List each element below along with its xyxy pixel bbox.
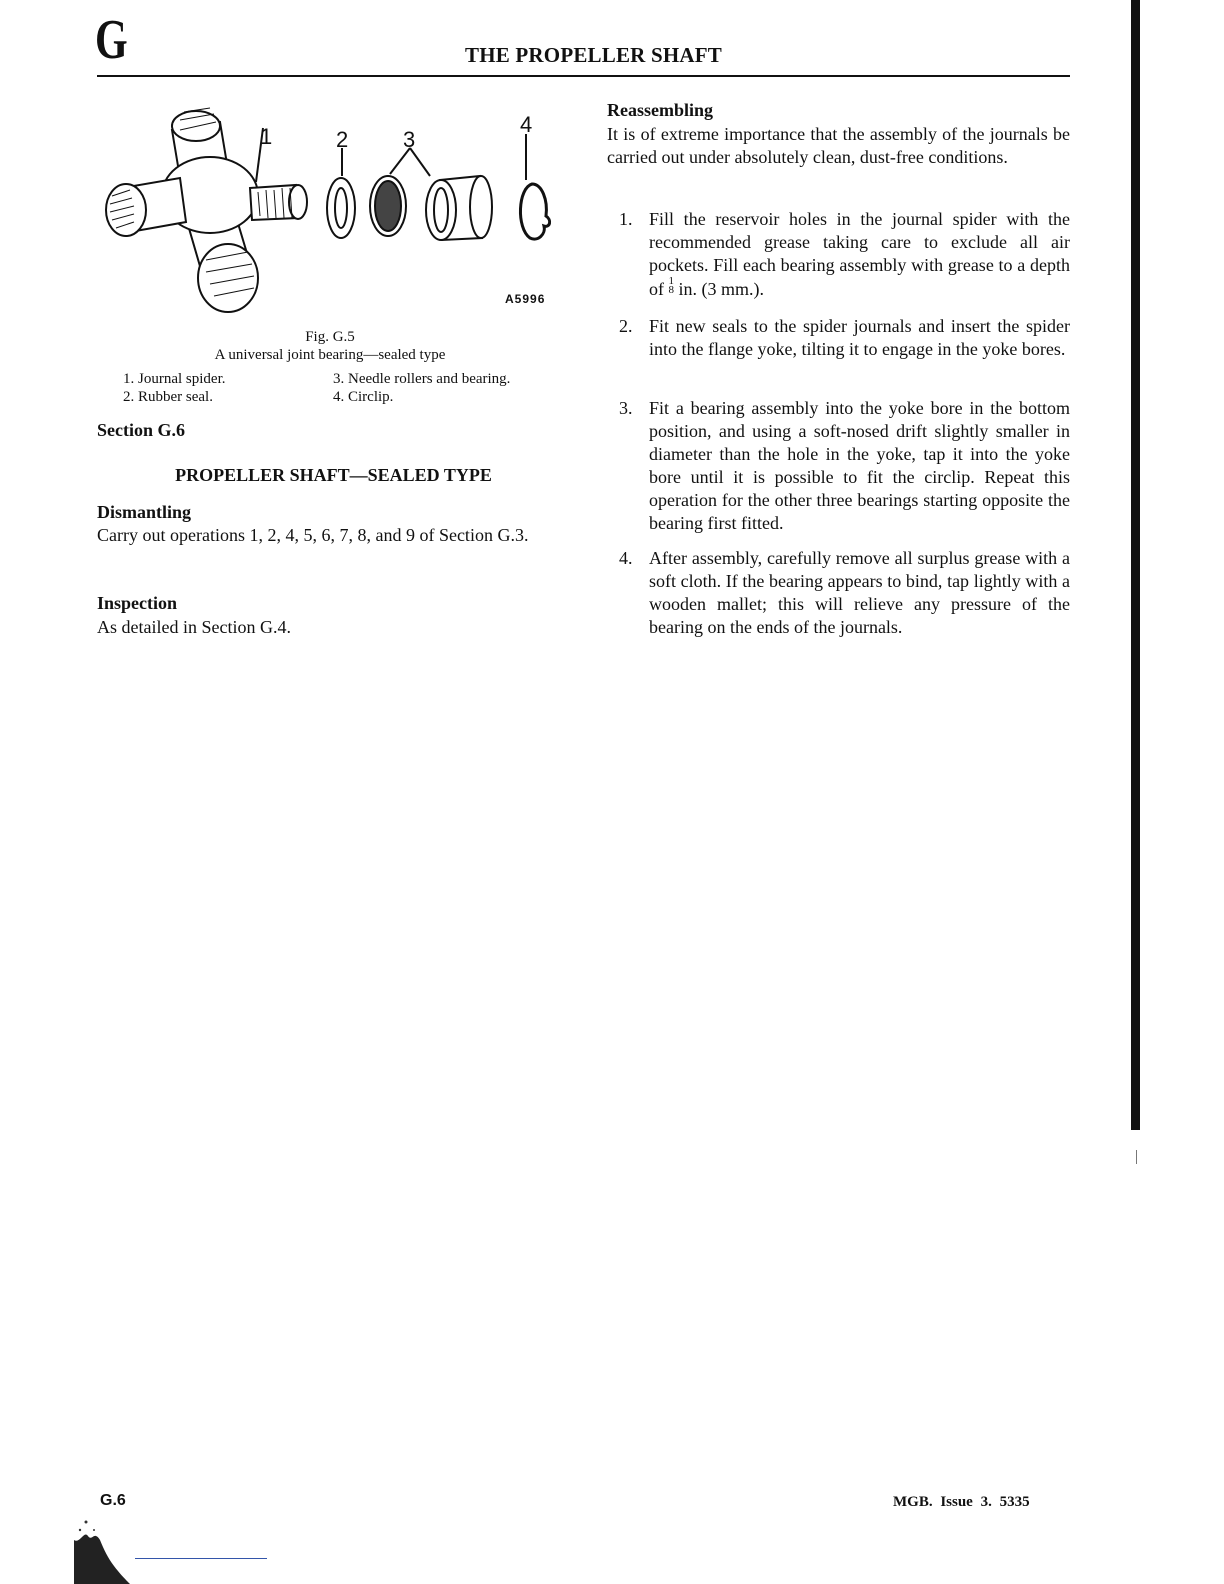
legend-item: 4. Circlip.: [333, 389, 394, 405]
fraction: 1 8: [668, 275, 674, 296]
step-item: [607, 315, 1070, 361]
step-number: 3.: [619, 398, 633, 418]
step-number: 4.: [619, 548, 633, 568]
step-text: Fill the reservoir holes in the journal spider with the recommended grease taking care to exclude all air pockets. Fill each bearing assembly with grease to a depth of 1 8 in. (3 mm.).: [649, 209, 1070, 299]
callout-1: 1: [260, 124, 273, 149]
legend-item: 2. Rubber seal.: [123, 389, 213, 405]
section-heading: PROPELLER SHAFT—SEALED TYPE: [175, 465, 492, 485]
figure-caption: [100, 328, 560, 364]
legend-item: 1. Journal spider.: [123, 371, 226, 387]
footer-issue: MGB. Issue 3. 5335: [893, 1494, 1030, 1510]
step-number: 2.: [619, 316, 633, 336]
dismantling-text: Carry out operations 1, 2, 4, 5, 6, 7, 8, and 9 of Section G.3.: [97, 525, 529, 545]
legend-item: 3. Needle rollers and bearing.: [333, 371, 511, 387]
scan-edge-shadow: [1131, 0, 1140, 1130]
step-item: [607, 547, 1070, 639]
figure-caption-label: Fig. G.5: [305, 329, 355, 345]
figure-ref-code: A5996: [505, 292, 546, 306]
section-ref: Section G.6: [97, 420, 185, 440]
inspection-heading: Inspection: [97, 593, 178, 613]
callout-4: 4: [520, 112, 533, 137]
universal-joint-illustration: [100, 100, 560, 325]
section-letter: G: [95, 9, 128, 71]
page-number: G.6: [100, 1492, 126, 1509]
inspection-text: As detailed in Section G.4.: [97, 617, 291, 637]
step-number: 1.: [619, 209, 633, 229]
step-item: [607, 397, 1070, 535]
reassembling-text: It is of extreme importance that the assembly of the journals be carried out under absolutely clean, dust-free conditions.: [607, 124, 1070, 167]
callout-3: 3: [403, 127, 416, 152]
page-title: THE PROPELLER SHAFT: [465, 43, 723, 67]
scan-mark-line: [135, 1558, 267, 1559]
callout-2: 2: [336, 127, 349, 152]
dismantling-heading: Dismantling: [97, 502, 192, 522]
step-text: After assembly, carefully remove all surplus grease with a soft cloth. If the bearing appears to bind, tap lightly with a wooden mallet; this will relieve any pressure of the bearing on the ends of the journals.: [649, 548, 1070, 637]
step-text: Fit a bearing assembly into the yoke bore in the bottom position, and using a soft-nosed drift slightly smaller in diameter than the hole in the yoke, tap it into the yoke bore until it is possible to fit the circlip. Repeat this operation for the other three bearings starting opposite the bearing first fitted.: [649, 398, 1070, 533]
reassembling-heading: Reassembling: [607, 100, 714, 120]
scan-corner-smudge: [74, 1500, 134, 1584]
figure-caption-text: A universal joint bearing—sealed type: [214, 347, 446, 363]
scan-edge-mark: [1136, 1150, 1137, 1164]
step-item: [607, 208, 1070, 301]
header-divider: [97, 75, 1070, 77]
step-text: Fit new seals to the spider journals and insert the spider into the flange yoke, tilting it to engage in the yoke bores.: [649, 316, 1070, 359]
